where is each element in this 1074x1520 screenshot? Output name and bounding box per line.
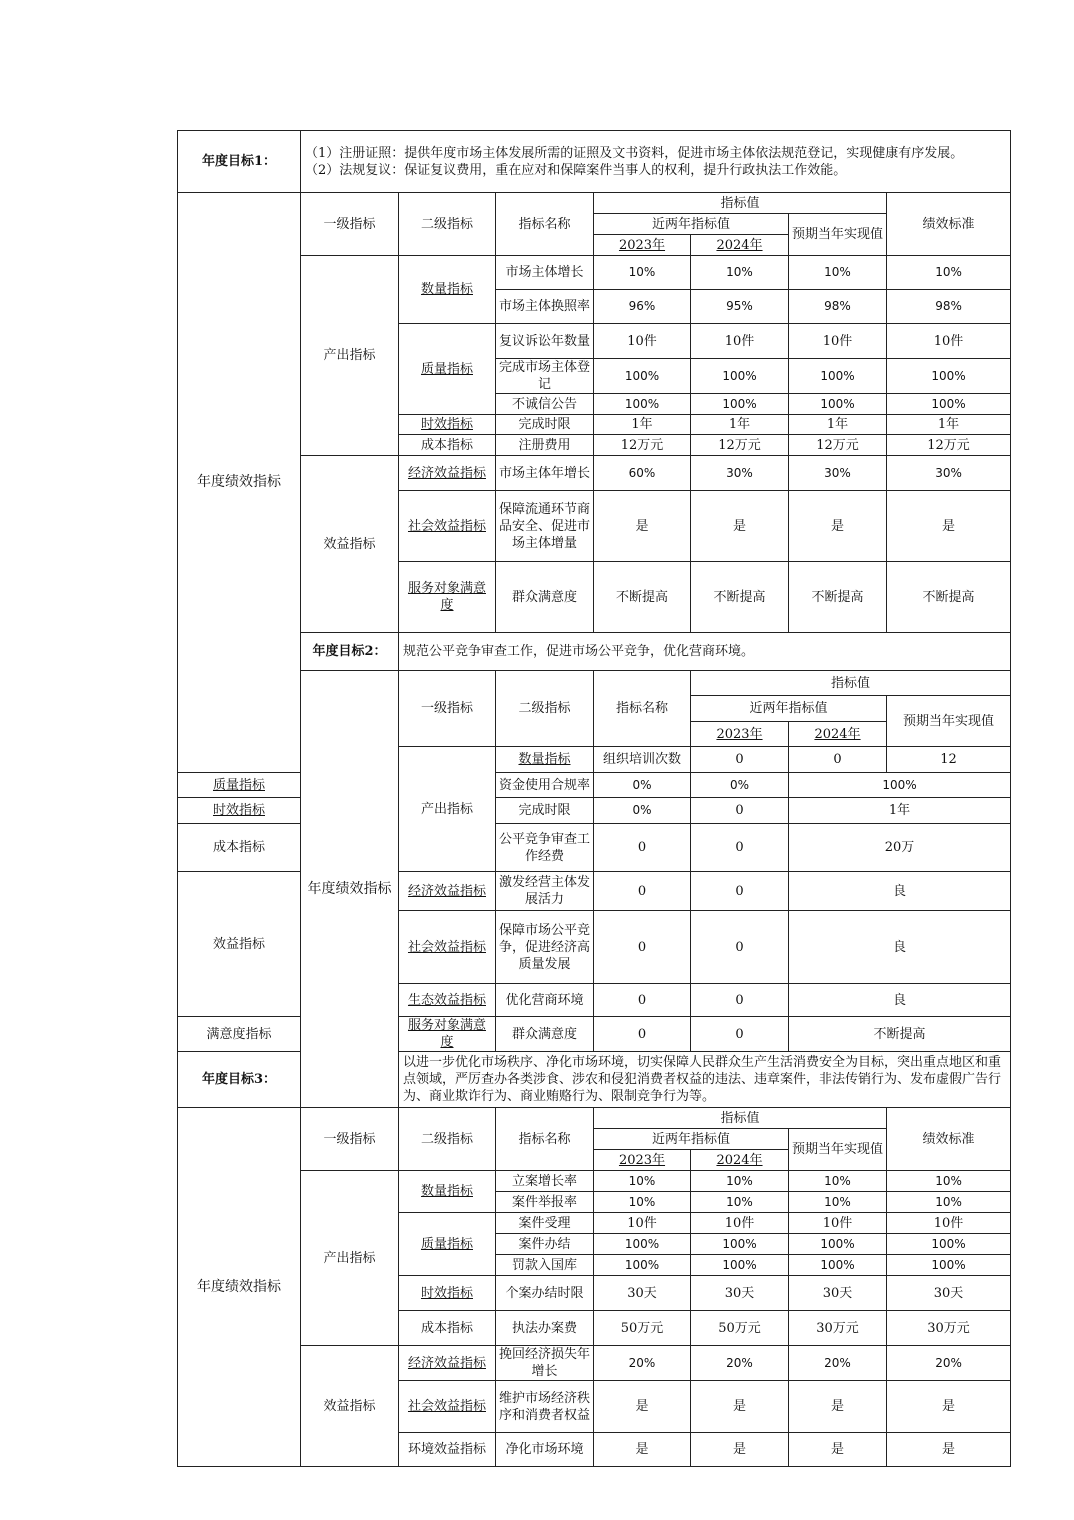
header-expected: 预期当年实现值 xyxy=(789,1129,887,1171)
cell-2024: 100% xyxy=(691,1255,789,1276)
indicator-name: 市场主体增长 xyxy=(496,256,594,290)
cell-2024: 是 xyxy=(691,1381,789,1433)
header-value: 指标值 xyxy=(594,193,887,214)
cell-2024: 100% xyxy=(691,359,789,394)
indicator-name: 罚款入国库 xyxy=(496,1255,594,1276)
cat2-label: 社会效益指标 xyxy=(399,911,496,984)
cat2-label: 数量指标 xyxy=(496,747,594,773)
cell-2024: 12万元 xyxy=(691,435,789,456)
header-2024: 2024年 xyxy=(691,1150,789,1171)
cell-expected: 100% xyxy=(789,359,887,394)
header-recent: 近两年指标值 xyxy=(691,696,887,722)
cell-2023: 30天 xyxy=(594,1276,691,1311)
cell-standard: 12 xyxy=(887,747,1011,773)
goal1-text-1: （1）注册证照：提供年度市场主体发展所需的证照及文书资料，促进市场主体依法规范登记，实现健康有序发展。 xyxy=(305,145,964,161)
header-expected: 预期当年实现值 xyxy=(887,696,1011,747)
cell-2024: 0 xyxy=(691,824,789,872)
cat2-label: 社会效益指标 xyxy=(399,1381,496,1433)
indicator-name: 复议诉讼年数量 xyxy=(496,324,594,359)
cell-2023: 不断提高 xyxy=(594,562,691,633)
cat2-label: 服务对象满意度 xyxy=(399,562,496,633)
cell-2024: 95% xyxy=(691,290,789,324)
output-label: 产出指标 xyxy=(301,256,399,456)
cell-2024: 20% xyxy=(691,1346,789,1381)
cell-expected: 是 xyxy=(789,1433,887,1467)
cell-expected: 98% xyxy=(789,290,887,324)
header-2024: 2024年 xyxy=(691,235,789,256)
performance-table xyxy=(177,130,1011,1467)
cell-expected: 30万元 xyxy=(789,1311,887,1346)
cell-2023: 50万元 xyxy=(594,1311,691,1346)
goal2-row xyxy=(178,633,1011,671)
output-label: 产出指标 xyxy=(399,747,496,872)
table-header-row xyxy=(178,1108,1011,1129)
indicator-name: 执法办案费 xyxy=(496,1311,594,1346)
indicator-name: 完成市场主体登记 xyxy=(496,359,594,394)
cell-expected: 1年 xyxy=(789,415,887,435)
cell-2023: 是 xyxy=(594,1433,691,1467)
cell-expected: 30天 xyxy=(789,1276,887,1311)
cell-2024: 是 xyxy=(691,491,789,562)
cell-standard: 10件 xyxy=(887,324,1011,359)
cell-standard: 良 xyxy=(789,984,1011,1017)
header-level2: 二级指标 xyxy=(496,671,594,747)
indicator-name: 案件举报率 xyxy=(496,1192,594,1213)
cell-2024: 10% xyxy=(691,1171,789,1192)
cell-expected: 20% xyxy=(789,1346,887,1381)
cell-standard: 1年 xyxy=(887,415,1011,435)
header-recent: 近两年指标值 xyxy=(594,1129,789,1150)
cat2-label: 质量指标 xyxy=(399,324,496,415)
header-recent: 近两年指标值 xyxy=(594,214,789,235)
cell-2024: 100% xyxy=(691,394,789,415)
cell-expected: 10% xyxy=(789,1192,887,1213)
cell-standard: 100% xyxy=(887,1255,1011,1276)
cell-2023: 0 xyxy=(691,747,789,773)
cat2-label: 时效指标 xyxy=(178,798,301,824)
cell-2024: 1年 xyxy=(691,415,789,435)
cell-standard: 98% xyxy=(887,290,1011,324)
cell-2023: 100% xyxy=(594,394,691,415)
cell-standard: 100% xyxy=(789,773,1011,798)
indicator-name: 组织培训次数 xyxy=(594,747,691,773)
benefit-label: 效益指标 xyxy=(301,1346,399,1467)
performance-table-sheet xyxy=(177,130,1010,1467)
cell-2024: 10件 xyxy=(691,324,789,359)
indicator-name: 注册费用 xyxy=(496,435,594,456)
cat2-label: 质量指标 xyxy=(399,1213,496,1276)
cell-2023: 0 xyxy=(594,1017,691,1052)
cell-expected: 100% xyxy=(789,1234,887,1255)
cell-2024: 100% xyxy=(691,1234,789,1255)
cell-2023: 10% xyxy=(594,1171,691,1192)
cell-expected: 100% xyxy=(789,394,887,415)
indicator-name: 完成时限 xyxy=(496,415,594,435)
indicator-name: 案件办结 xyxy=(496,1234,594,1255)
cell-2023: 是 xyxy=(594,491,691,562)
cell-standard: 20% xyxy=(887,1346,1011,1381)
cell-expected: 是 xyxy=(789,1381,887,1433)
cell-expected: 10件 xyxy=(789,1213,887,1234)
table-header-row xyxy=(178,193,1011,214)
cell-2023: 96% xyxy=(594,290,691,324)
header-expected: 预期当年实现值 xyxy=(789,214,887,256)
cell-2023: 20% xyxy=(594,1346,691,1381)
table-row xyxy=(178,1171,1011,1192)
cell-2024: 不断提高 xyxy=(691,562,789,633)
header-level1: 一级指标 xyxy=(301,1108,399,1171)
cat2-label: 成本指标 xyxy=(178,824,301,872)
header-2023: 2023年 xyxy=(691,722,789,747)
cell-standard: 30天 xyxy=(887,1276,1011,1311)
indicator-name: 市场主体年增长 xyxy=(496,456,594,491)
output-label: 产出指标 xyxy=(301,1171,399,1346)
cell-2024: 50万元 xyxy=(691,1311,789,1346)
cell-2024: 0 xyxy=(789,747,887,773)
header-name: 指标名称 xyxy=(594,671,691,747)
cell-2024: 0 xyxy=(691,1017,789,1052)
indicator-name: 优化营商环境 xyxy=(496,984,594,1017)
cell-standard: 10% xyxy=(887,256,1011,290)
indicator-name: 完成时限 xyxy=(496,798,594,824)
cell-standard: 不断提高 xyxy=(789,1017,1011,1052)
cell-2024: 是 xyxy=(691,1433,789,1467)
goal1-row xyxy=(178,131,1011,193)
cat2-label: 经济效益指标 xyxy=(399,1346,496,1381)
cell-2023: 0 xyxy=(594,872,691,911)
cell-standard: 是 xyxy=(887,491,1011,562)
indicator-name: 挽回经济损失年增长 xyxy=(496,1346,594,1381)
table-row xyxy=(178,256,1011,290)
cell-expected: 30% xyxy=(789,456,887,491)
cell-2024: 0 xyxy=(691,872,789,911)
table-row xyxy=(178,1346,1011,1381)
cell-standard: 良 xyxy=(789,911,1011,984)
cell-2023: 10件 xyxy=(594,1213,691,1234)
header-level1: 一级指标 xyxy=(301,193,399,256)
cell-standard: 是 xyxy=(887,1433,1011,1467)
cell-2023: 0% xyxy=(594,773,691,798)
indicator-name: 不诚信公告 xyxy=(496,394,594,415)
cell-standard: 10% xyxy=(887,1192,1011,1213)
perf-label: 年度绩效指标 xyxy=(178,193,301,773)
cell-2023: 12万元 xyxy=(594,435,691,456)
cat2-label: 时效指标 xyxy=(399,1276,496,1311)
cell-2024: 10件 xyxy=(691,1213,789,1234)
cell-standard: 30% xyxy=(887,456,1011,491)
cell-standard: 良 xyxy=(789,872,1011,911)
goal1-text xyxy=(301,131,1011,193)
goal1-text-2: （2）法规复议：保证复议费用，重在应对和保障案件当事人的权利，提升行政执法工作效能。 xyxy=(305,162,847,178)
cell-2023: 60% xyxy=(594,456,691,491)
cell-standard: 100% xyxy=(887,394,1011,415)
header-name: 指标名称 xyxy=(496,193,594,256)
cell-standard: 10% xyxy=(887,1171,1011,1192)
cat2-label: 社会效益指标 xyxy=(399,491,496,562)
goal3-text: 以进一步优化市场秩序、净化市场环境，切实保障人民群众生产生活消费安全为目标，突出重点地区和重点领域，严厉查办各类涉食、涉农和侵犯消费者权益的违法、违章案件，非法传销行为、发布虚假广告行为、商业欺诈行为、商业贿赂行为、限制竞争行为等。 xyxy=(399,1052,1011,1108)
cell-2024: 30% xyxy=(691,456,789,491)
cell-standard: 12万元 xyxy=(887,435,1011,456)
cell-2023: 1年 xyxy=(594,415,691,435)
cell-2024: 0% xyxy=(691,773,789,798)
header-2024: 2024年 xyxy=(789,722,887,747)
cell-2023: 10% xyxy=(594,1192,691,1213)
header-name: 指标名称 xyxy=(496,1108,594,1171)
indicator-name: 公平竞争审查工作经费 xyxy=(496,824,594,872)
header-2023: 2023年 xyxy=(594,235,691,256)
benefit-label: 效益指标 xyxy=(178,872,301,1017)
cell-2024: 0 xyxy=(691,911,789,984)
cat2-label: 环境效益指标 xyxy=(399,1433,496,1467)
indicator-name: 资金使用合规率 xyxy=(496,773,594,798)
cell-standard: 30万元 xyxy=(887,1311,1011,1346)
header-level2: 二级指标 xyxy=(399,193,496,256)
indicator-name: 群众满意度 xyxy=(496,562,594,633)
table-row xyxy=(178,456,1011,491)
header-standard: 绩效标准 xyxy=(887,193,1011,256)
indicator-name: 案件受理 xyxy=(496,1213,594,1234)
cell-standard: 100% xyxy=(887,359,1011,394)
cell-2024: 30天 xyxy=(691,1276,789,1311)
cell-2023: 100% xyxy=(594,359,691,394)
benefit-label: 效益指标 xyxy=(301,456,399,633)
indicator-name: 保障流通环节商品安全、促进市场主体增量 xyxy=(496,491,594,562)
cell-standard: 10件 xyxy=(887,1213,1011,1234)
indicator-name: 净化市场环境 xyxy=(496,1433,594,1467)
cat2-label: 数量指标 xyxy=(399,1171,496,1213)
cell-2024: 0 xyxy=(691,798,789,824)
cat2-label: 成本指标 xyxy=(399,435,496,456)
goal2-label: 年度目标2： xyxy=(301,633,399,671)
cell-expected: 是 xyxy=(789,491,887,562)
cell-2023: 0% xyxy=(594,798,691,824)
cat2-label: 生态效益指标 xyxy=(399,984,496,1017)
cat2-label: 经济效益指标 xyxy=(399,872,496,911)
cat2-label: 服务对象满意度 xyxy=(399,1017,496,1052)
cell-2023: 0 xyxy=(594,911,691,984)
indicator-name: 群众满意度 xyxy=(496,1017,594,1052)
cell-2023: 100% xyxy=(594,1234,691,1255)
cell-expected: 12万元 xyxy=(789,435,887,456)
goal2-text: 规范公平竞争审查工作，促进市场公平竞争，优化营商环境。 xyxy=(399,633,1011,671)
header-2023: 2023年 xyxy=(594,1150,691,1171)
header-level2: 二级指标 xyxy=(399,1108,496,1171)
cat2-label: 数量指标 xyxy=(399,256,496,324)
cell-expected: 100% xyxy=(789,1255,887,1276)
indicator-name: 市场主体换照率 xyxy=(496,290,594,324)
cell-expected: 10件 xyxy=(789,324,887,359)
satisfaction-label: 满意度指标 xyxy=(178,1017,301,1052)
cat2-label: 时效指标 xyxy=(399,415,496,435)
cell-standard: 是 xyxy=(887,1381,1011,1433)
cell-standard: 100% xyxy=(887,1234,1011,1255)
cell-standard: 1年 xyxy=(789,798,1011,824)
header-level1: 一级指标 xyxy=(399,671,496,747)
header-standard: 绩效标准 xyxy=(887,1108,1011,1171)
cell-standard: 不断提高 xyxy=(887,562,1011,633)
cat2-label: 质量指标 xyxy=(178,773,301,798)
cat2-label: 成本指标 xyxy=(399,1311,496,1346)
goal3-label: 年度目标3： xyxy=(178,1052,301,1108)
cell-2024: 10% xyxy=(691,256,789,290)
cell-2023: 0 xyxy=(594,984,691,1017)
cell-expected: 10% xyxy=(789,256,887,290)
cell-expected: 10% xyxy=(789,1171,887,1192)
table-header-row xyxy=(178,671,1011,696)
cell-2024: 0 xyxy=(691,984,789,1017)
header-value: 指标值 xyxy=(594,1108,887,1129)
indicator-name: 个案办结时限 xyxy=(496,1276,594,1311)
perf-label: 年度绩效指标 xyxy=(301,671,399,1108)
indicator-name: 维护市场经济秩序和消费者权益 xyxy=(496,1381,594,1433)
perf-label: 年度绩效指标 xyxy=(178,1108,301,1467)
cell-expected: 不断提高 xyxy=(789,562,887,633)
header-value: 指标值 xyxy=(691,671,1011,696)
cell-2023: 100% xyxy=(594,1255,691,1276)
cell-2023: 0 xyxy=(594,824,691,872)
cell-2023: 是 xyxy=(594,1381,691,1433)
cell-2023: 10% xyxy=(594,256,691,290)
cell-2024: 10% xyxy=(691,1192,789,1213)
cell-standard: 20万 xyxy=(789,824,1011,872)
indicator-name: 立案增长率 xyxy=(496,1171,594,1192)
indicator-name: 保障市场公平竞争，促进经济高质量发展 xyxy=(496,911,594,984)
cat2-label: 经济效益指标 xyxy=(399,456,496,491)
indicator-name: 激发经营主体发展活力 xyxy=(496,872,594,911)
cell-2023: 10件 xyxy=(594,324,691,359)
goal1-label: 年度目标1： xyxy=(178,131,301,193)
